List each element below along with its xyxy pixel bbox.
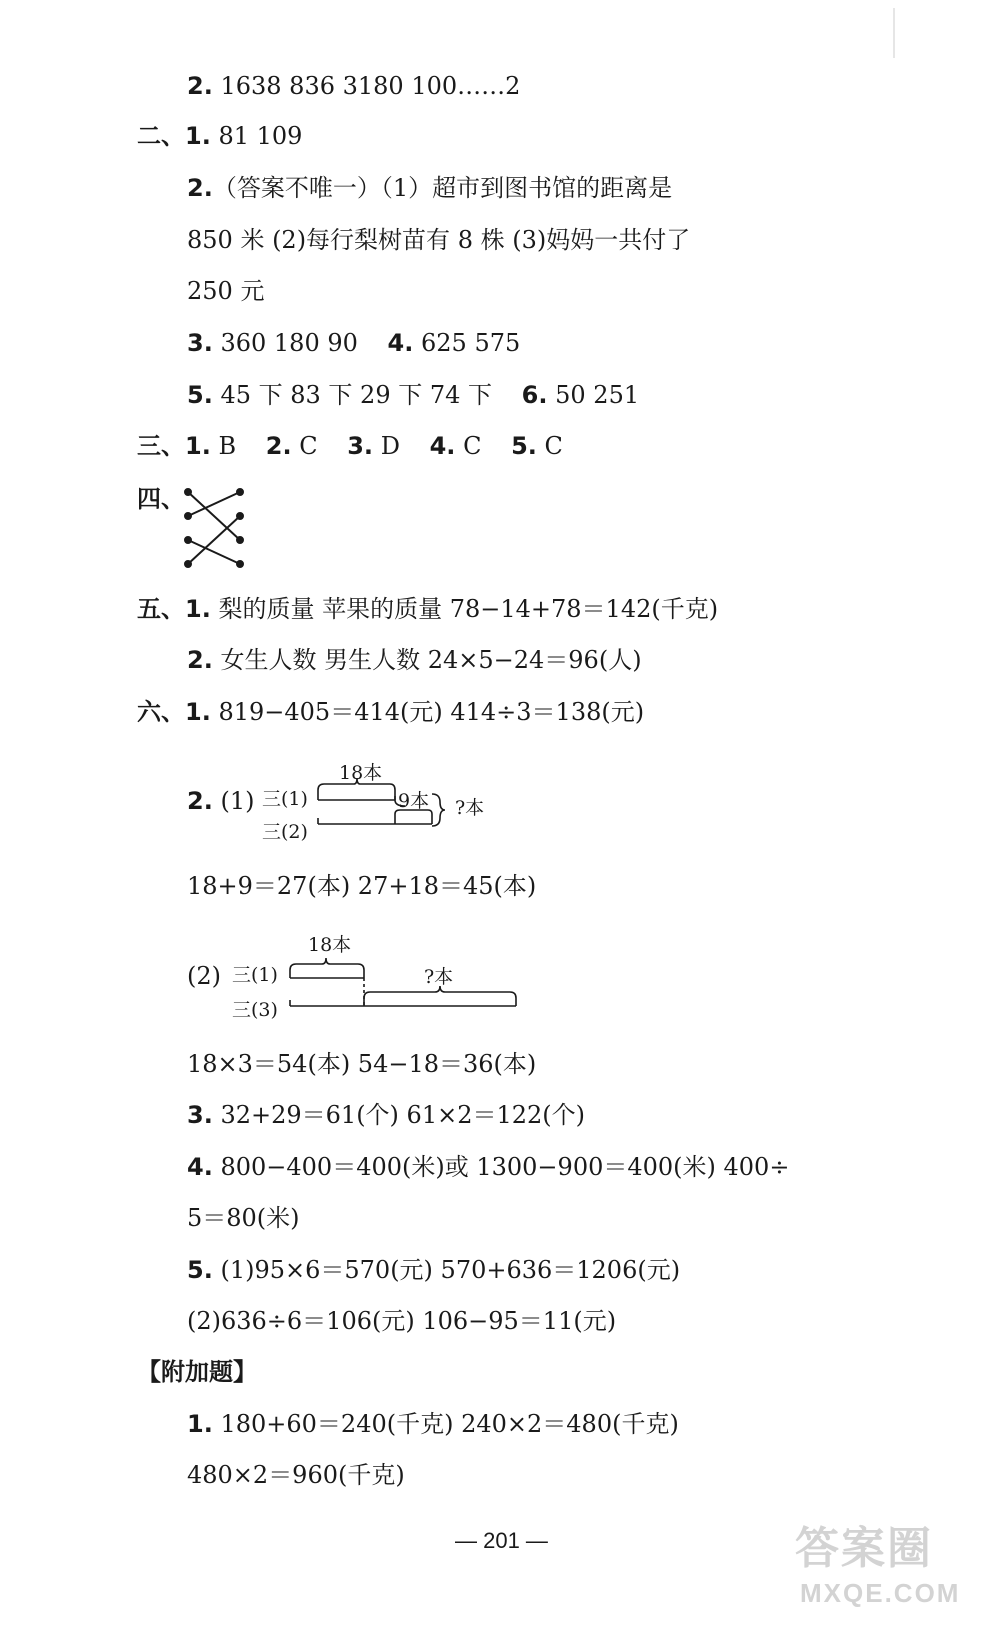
diagram1-mid-label: 9本 [398,790,430,812]
diagram2-row2-label: 三(3) [232,999,278,1021]
diagram2-row1-label: 三(1) [232,964,278,986]
answer-line-1-text: 1638 836 3180 100……2 [220,72,521,100]
section-three-line: 三、1. B 2. C 3. D 4. C 5. C [137,432,563,460]
section-six-item5-line2: (2)636÷6＝106(元) 106−95＝11(元) [187,1307,617,1335]
watermark-url: MXQE.COM [800,1578,961,1608]
bonus-item1-line1: 1. 180+60＝240(千克) 240×2＝480(千克) [187,1410,679,1438]
section-six-item3: 3. 32+29＝61(个) 61×2＝122(个) [187,1101,586,1129]
section-six-line-1: 六、1. 819−405＝414(元) 414÷3＝138(元) [137,698,645,726]
section-six-item4-line2: 5＝80(米) [187,1204,300,1232]
watermark-logo: 答案圈 [795,1524,933,1573]
section-two-line-4: 250 元 [187,277,265,305]
section-six-item5-line1: 5. (1)95×6＝570(元) 570+636＝1206(元) [187,1256,681,1284]
diagram1-segments [310,770,460,840]
section-six-item2-part2-label: (2) [187,962,221,990]
diagram2-segments [280,948,530,1018]
section-six-item2-calc2: 18×3＝54(本) 54−18＝36(本) [187,1050,537,1078]
section-two-line-5: 3. 360 180 90 4. 625 575 [187,329,521,357]
diagram1-brace-label: ?本 [455,797,485,819]
section-six-item2-label: 2. (1) [187,787,255,815]
bonus-item1-line2: 480×2＝960(千克) [187,1461,405,1489]
section-two-line-3: 850 米 (2)每行梨树苗有 8 株 (3)妈妈一共付了 [187,226,691,254]
section-two-line-2: 2.（答案不唯一）（1）超市到图书馆的距离是 [187,174,673,202]
section-two-line-1: 二、1. 81 109 [137,122,303,150]
bonus-heading: 【附加题】 [137,1358,257,1386]
section-four-label: 四、 [137,485,185,513]
section-five-line-1: 五、1. 梨的质量 苹果的质量 78−14+78＝142(千克) [137,595,719,623]
diagram2-question-label: ?本 [424,966,454,988]
diagram1-top-label: 18本 [339,762,383,784]
page-edge-line [893,8,895,58]
section-five-line-2: 2. 女生人数 男生人数 24×5−24＝96(人) [187,646,642,674]
section-two-line-6: 5. 45 下 83 下 29 下 74 下 6. 50 251 [187,381,640,409]
answer-line-1: 2. 1638 836 3180 100……2 [187,72,521,100]
section-six-item4-line1: 4. 800−400＝400(米)或 1300−900＝400(米) 400÷ [187,1153,790,1181]
matching-lines-diagram [180,482,260,572]
diagram2-top-label: 18本 [308,934,352,956]
page-number: — 201 — [455,1528,548,1553]
section-six-item2-calc1: 18+9＝27(本) 27+18＝45(本) [187,872,537,900]
diagram1-row1-label: 三(1) [262,788,308,810]
diagram1-row2-label: 三(2) [262,821,308,843]
